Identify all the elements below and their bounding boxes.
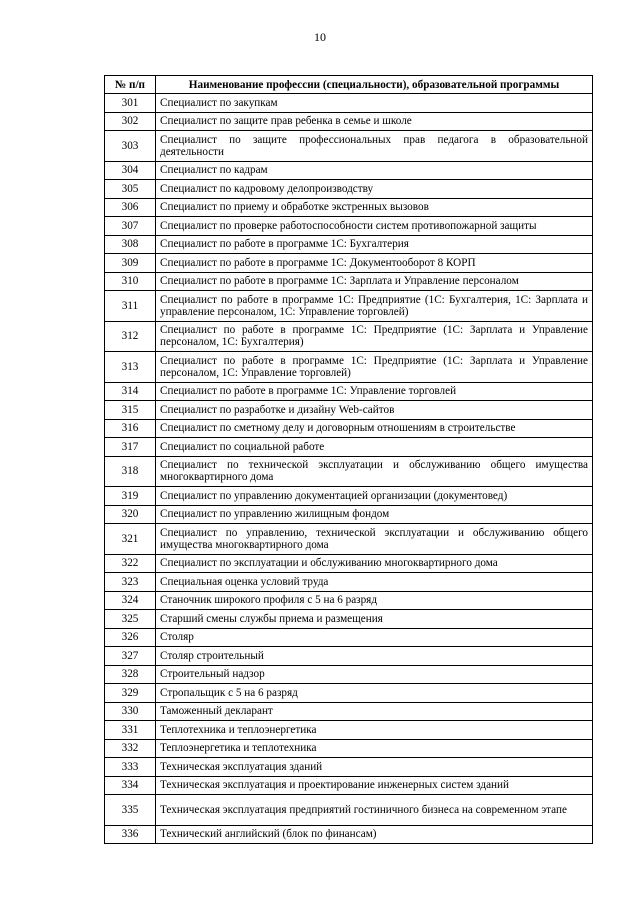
table-row — [105, 291, 593, 322]
table-row — [105, 721, 593, 740]
row-profession-name: Специалист по работе в программе 1С: Предприятие (1С: Бухгалтерия, 1С: Зарплата и управление персоналом, 1С: Управление торговлей) — [156, 291, 593, 322]
row-profession-name: Специалист по закупкам — [156, 94, 593, 113]
row-number: 307 — [105, 217, 156, 236]
page-number: 10 — [314, 30, 326, 44]
row-profession-name: Специалист по эксплуатации и обслуживанию многоквартирного дома — [156, 554, 593, 573]
table-row — [105, 352, 593, 383]
row-profession-name: Техническая эксплуатация зданий — [156, 758, 593, 777]
row-profession-name: Специалист по технической эксплуатации и обслуживанию общего имущества многоквартирного дома — [156, 456, 593, 487]
row-number: 331 — [105, 721, 156, 740]
table-row — [105, 198, 593, 217]
table-row — [105, 573, 593, 592]
row-profession-name: Специалист по приему и обработке экстренных вызовов — [156, 198, 593, 217]
table-row — [105, 438, 593, 457]
row-profession-name: Станочник широкого профиля с 5 на 6 разряд — [156, 591, 593, 610]
row-profession-name: Специалист по работе в программе 1С: Управление торговлей — [156, 382, 593, 401]
row-profession-name: Специалист по кадровому делопроизводству — [156, 180, 593, 199]
table-row — [105, 401, 593, 420]
row-profession-name: Специалист по работе в программе 1С: Документооборот 8 КОРП — [156, 254, 593, 273]
row-profession-name: Специалист по управлению, технической эксплуатации и обслуживанию общего имущества многоквартирного дома — [156, 524, 593, 555]
row-profession-name: Специалист по управлению жилищным фондом — [156, 505, 593, 524]
row-number: 304 — [105, 161, 156, 180]
table-row — [105, 591, 593, 610]
row-number: 325 — [105, 610, 156, 629]
row-number: 330 — [105, 702, 156, 721]
row-profession-name: Старший смены службы приема и размещения — [156, 610, 593, 629]
row-number: 326 — [105, 628, 156, 647]
table-row — [105, 758, 593, 777]
table-row — [105, 610, 593, 629]
row-number: 334 — [105, 776, 156, 795]
table-row — [105, 254, 593, 273]
row-profession-name: Таможенный декларант — [156, 702, 593, 721]
table-row — [105, 161, 593, 180]
table-row — [105, 321, 593, 352]
table-row — [105, 131, 593, 162]
row-profession-name: Столяр строительный — [156, 647, 593, 666]
table-row — [105, 628, 593, 647]
table-row — [105, 217, 593, 236]
row-number: 318 — [105, 456, 156, 487]
row-number: 316 — [105, 419, 156, 438]
row-number: 317 — [105, 438, 156, 457]
table-row — [105, 524, 593, 555]
row-profession-name: Теплотехника и теплоэнергетика — [156, 721, 593, 740]
row-number: 308 — [105, 235, 156, 254]
table-row — [105, 702, 593, 721]
table-row — [105, 825, 593, 844]
row-profession-name: Специалист по работе в программе 1С: Зарплата и Управление персоналом — [156, 272, 593, 291]
row-number: 322 — [105, 554, 156, 573]
row-profession-name: Техническая эксплуатация предприятий гостиничного бизнеса на современном этапе — [156, 795, 593, 826]
row-number: 328 — [105, 665, 156, 684]
row-number: 332 — [105, 739, 156, 758]
row-profession-name: Специалист по социальной работе — [156, 438, 593, 457]
row-profession-name: Специалист по работе в программе 1С: Предприятие (1С: Зарплата и Управление персоналом, 1С: Управление торговлей) — [156, 352, 593, 383]
row-number: 305 — [105, 180, 156, 199]
row-number: 301 — [105, 94, 156, 113]
row-number: 327 — [105, 647, 156, 666]
row-number: 302 — [105, 112, 156, 131]
table-row — [105, 665, 593, 684]
row-number: 312 — [105, 321, 156, 352]
table-row — [105, 684, 593, 703]
table-row — [105, 272, 593, 291]
table-row — [105, 795, 593, 826]
row-profession-name: Специалист по проверке работоспособности систем противопожарной защиты — [156, 217, 593, 236]
row-number: 333 — [105, 758, 156, 777]
row-number: 321 — [105, 524, 156, 555]
table-row — [105, 487, 593, 506]
row-profession-name: Теплоэнергетика и теплотехника — [156, 739, 593, 758]
row-profession-name: Специальная оценка условий труда — [156, 573, 593, 592]
row-profession-name: Строительный надзор — [156, 665, 593, 684]
row-profession-name: Специалист по управлению документацией организации (документовед) — [156, 487, 593, 506]
row-number: 309 — [105, 254, 156, 273]
row-profession-name: Специалист по защите прав ребенка в семье и школе — [156, 112, 593, 131]
table-row — [105, 112, 593, 131]
row-number: 306 — [105, 198, 156, 217]
row-number: 315 — [105, 401, 156, 420]
row-profession-name: Специалист по защите профессиональных прав педагога в образовательной деятельности — [156, 131, 593, 162]
table-row — [105, 776, 593, 795]
row-profession-name: Специалист по разработке и дизайну Web-сайтов — [156, 401, 593, 420]
table-row — [105, 456, 593, 487]
table-row — [105, 235, 593, 254]
row-profession-name: Техническая эксплуатация и проектирование инженерных систем зданий — [156, 776, 593, 795]
row-profession-name: Специалист по сметному делу и договорным отношениям в строительстве — [156, 419, 593, 438]
row-number: 303 — [105, 131, 156, 162]
table-row — [105, 739, 593, 758]
table-row — [105, 554, 593, 573]
row-profession-name: Специалист по работе в программе 1С: Бухгалтерия — [156, 235, 593, 254]
professions-table — [104, 75, 593, 844]
row-profession-name: Специалист по работе в программе 1С: Предприятие (1С: Зарплата и Управление персоналом, 1С: Бухгалтерия) — [156, 321, 593, 352]
row-profession-name: Столяр — [156, 628, 593, 647]
row-number: 336 — [105, 825, 156, 844]
row-number: 310 — [105, 272, 156, 291]
header-profession-name: Наименование профессии (специальности), образовательной программы — [156, 76, 593, 94]
row-number: 314 — [105, 382, 156, 401]
row-number: 319 — [105, 487, 156, 506]
table-row — [105, 180, 593, 199]
table-row — [105, 382, 593, 401]
table-header-row — [105, 76, 593, 94]
row-number: 313 — [105, 352, 156, 383]
row-profession-name: Специалист по кадрам — [156, 161, 593, 180]
row-number: 320 — [105, 505, 156, 524]
header-number: № п/п — [105, 76, 156, 94]
table-row — [105, 94, 593, 113]
row-number: 335 — [105, 795, 156, 826]
row-number: 311 — [105, 291, 156, 322]
row-profession-name: Стропальщик с 5 на 6 разряд — [156, 684, 593, 703]
table-row — [105, 505, 593, 524]
row-number: 324 — [105, 591, 156, 610]
row-number: 329 — [105, 684, 156, 703]
row-profession-name: Технический английский (блок по финансам) — [156, 825, 593, 844]
table-row — [105, 647, 593, 666]
table-row — [105, 419, 593, 438]
row-number: 323 — [105, 573, 156, 592]
